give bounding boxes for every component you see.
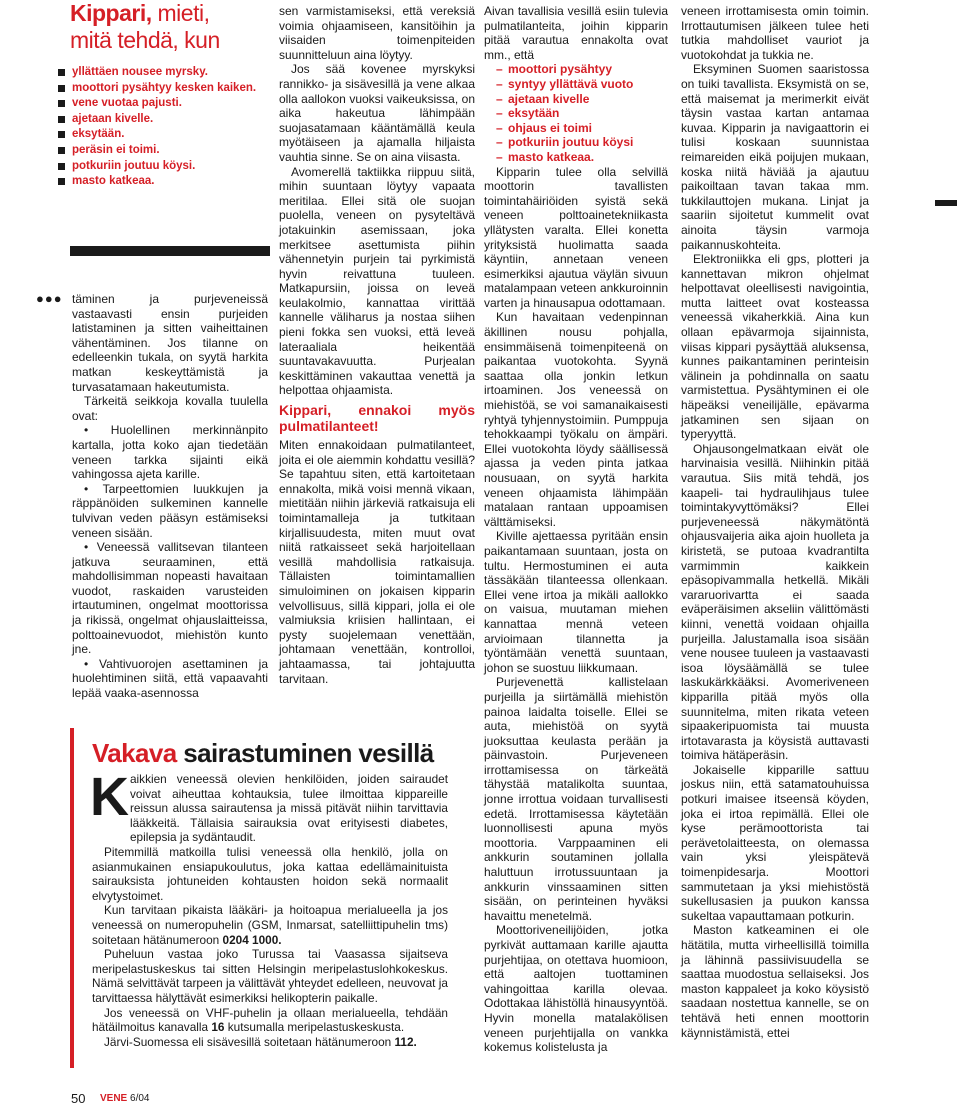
- title-highlight: Kippari,: [70, 0, 152, 26]
- list-item: – ajetaan kivelle: [484, 92, 668, 107]
- paragraph: [92, 1035, 448, 1050]
- text-run: Järvi-Suomessa eli sisävesillä soitetaan hätänumeroon: [104, 1034, 395, 1049]
- column-3: [484, 4, 668, 1055]
- paragraph: • Tarpeettomien luukkujen ja räppänöiden sulkeminen kannelle tulvivan veden pääsyn estämiseksi veneen sisään.: [72, 481, 268, 540]
- paragraph: Puheluun vastaa joko Turussa tai Vaasassa sijaitseva meripelastuskeskus tai sitten Helsingin meripelastuslohkokeskus. Nämä selvittävät tarpeen ja välittävät yhteydet edelleen, neuvovat ja tarvittaessa hälyttävät esimerkiksi helikopterin paikalle.: [92, 947, 448, 1005]
- problem-list: [484, 62, 668, 164]
- paragraph: Purjevenettä kallistelaan purjeilla ja siirtämällä miehistön painoa laidalta toiselle. Ellei se auta, miehistöä on syytä juoksuttaa keulasta perään ja päinvastoin. Purjeveneen irrottamisessa on tärkeätä tähystää matalikolta suuntaa, jonne irrottua voidaan turvallisesti edetä. Irrottamisessa käytetään luonnollisesti apuna myös moottoria. Varppaaminen eli ankkurin soutaminen jollalla haluttuun irrotussuuntaan ja ankkurin vinssaaminen sitten sisään, on perinteinen hyväksi havaittu menetelmä.: [484, 675, 668, 923]
- paragraph: veneen irrottamisesta omin toimin. Irrottautumisen jälkeen tulee heti tutkia mahdolliset vauriot ja vuotokohdat ja tukkia ne.: [681, 4, 869, 62]
- box-accent-line: [70, 728, 74, 1068]
- paragraph: aikkien veneessä olevien henkilöiden, joiden sairaudet voivat aiheuttaa kohtauksia, tulee ilmoittaa kippareille reissun alussa sairautensa ja missä pitävät niihin tarvittavia lääkkeitä. Tällaisia sairauksia ovat erityisesti diabetes, epilepsia ja sydäntaudit.: [130, 772, 448, 845]
- continuation-dots: ●●●: [36, 291, 63, 306]
- magazine-brand: [100, 1093, 149, 1104]
- paragraph: Maston katkeaminen ei ole hätätila, mutta virheellisillä toimilla ja lähinnä passiivisuudella se saattaa muodostua sellaiseksi. Jos maston kappaleet ja koko köysistö saadaan nostettua kannelle, se on tehtävä heti ennen moottorin käynnistämistä, ettei: [681, 923, 869, 1040]
- paragraph: Jos sää kovenee myrskyksi rannikko- ja sisävesillä ja vene alkaa olla aallokon vuoksi vaikeuksissa, on aika hakeutua lähimpään suojasatamaan kääntämällä keula myötäiseen ja ajamalla hiljaista vauhtia sinne. Se on aina viisasta.: [279, 62, 475, 164]
- paragraph: • Vahtivuorojen asettaminen ja huolehtiminen siitä, että vapaavahti lepää vaaka-asennossa: [72, 656, 268, 701]
- emergency-number: 0204 1000.: [222, 932, 282, 947]
- page-number: 50: [71, 1091, 86, 1106]
- paragraph: Miten ennakoidaan pulmatilanteet, joita ei ole aiemmin kohdattu vesillä? Se tapahtuu siten, että kartoitetaan ennakolta, mikä voisi mennä vikaan, mietitään niihin järkeviä ratkaisuja eli toimintamalleja ja tutkitaan kirjallisuudesta, miten muut ovat niitä ratkaisseet sekä harjoitellaan vesillä mahdollisia ratkaisuja. Tällaisten toimintamallien simuloiminen on jokaisen kipparin velvollisuus, sillä kippari, jolla ei ole valmiuksia kriisien hallintaan, ei pysty suojelemaan venettään, johtamaan venettään, kontrolloi, jahtaamassa, tai johtajuutta tarvitaan.: [279, 438, 475, 686]
- list-item: yllättäen nousee myrsky.: [58, 65, 268, 81]
- box-title-highlight: Vakava: [92, 738, 177, 768]
- paragraph: Ohjausongelmatkaan eivät ole harvinaisia vesillä. Niihinkin pitää varautua. Siis mitä tehdä, jos kaapeli- tai hydraulihjaus tulee toimintakyvyttömäksi? Ellei purjeveneessä näkymätöntä ohjausvaijeria aika ajoin huolleta ja kiristetä, se putoaa kvadrantilta varmimmin kaikkein epäsopivammalla hetkellä. Mikäli vararuorivartta ei saada eväperäisimen akseliin välittömästi kiinni, venettä voidaan ohjailla purjeilla. Jalustamalla isoa sisään vene nousee tuuleen ja vastaavasti isoa löysäämällä se tulee laskukärkkääksi. Avomeriveneen kipparilla pitää myös olla suunnitelma, miten rikata veteen sipaakeripuomista tai muusta irtotavarasta ja köysistä auttavasti toimiva hätäperäsin.: [681, 441, 869, 763]
- column-4: [681, 4, 869, 1040]
- list-item: potkuriin joutuu köysi.: [58, 159, 268, 175]
- section-subheading: Kippari, ennakoi myös pulmatilanteet!: [279, 402, 475, 435]
- box-title: [92, 738, 512, 768]
- divider-rule: [70, 246, 270, 256]
- drop-cap: K: [90, 767, 129, 827]
- paragraph: Kiville ajettaessa pyritään ensin paikantamaan suuntaan, josta on tultu. Hermostuminen ei auta tässäkään tilanteessa ollenkaan. Ellei vene irtoa ja mikäli aallokko on vaisua, muutaman miehen kannattaa mennä veteen arvioimaan tilannetta ja työntämään venettä suuntaan, johon se suostuu liikkumaan.: [484, 529, 668, 675]
- paragraph: [92, 1006, 448, 1035]
- box-text: [90, 767, 448, 1049]
- text-run: kutsumalla meripelastuskeskusta.: [224, 1020, 405, 1035]
- emergency-number: 112.: [394, 1034, 417, 1049]
- paragraph: Eksyminen Suomen saaristossa on tuiki tavallista. Eksymistä on se, että maisemat ja merimerkit eivät täysin vastaa kartan antamaa kuvaa. Kipparin ja navigaattorin ei tulisi koskaan suunnistaa reimareiden eikä poijujen mukaan, koska niitä häviää ja ajautuu paikoiltaan tavan takaa mm. tukkilauttojen mukana. Linjat ja saariin sijoitetut kummelit ovat ainoita täysin varmoja paikannuskohteita.: [681, 62, 869, 252]
- list-item: eksytään.: [58, 127, 268, 143]
- text-run: Jos veneessä on VHF-puhelin ja ollaan merialueella, tehdään hätäilmoitus kanavalla: [92, 1005, 448, 1035]
- title-line-2: mitä tehdä, kun: [70, 27, 220, 53]
- paragraph: Kun havaitaan vedenpinnan äkillinen nousu pohjalla, ensimmäisenä toimenpiteenä on paikantaa vuotokohta. Syynä saattaa olla jonkin letkun irtoaminen. Jos veneessä on miehistöä, se voi samanaikaisesti ryhtyä tyhjennystoimiin. Pumppuja tehokkaampi työkalu on ämpäri. Ellei vuotokohta löydy säällisessä ajassa ja veden pinta jatkaa nousuaan, on syytä harkita veneen ohjaamista lähimpään matalaan rantaan uppoamisen välttämiseksi.: [484, 310, 668, 529]
- list-item: – masto katkeaa.: [484, 150, 668, 165]
- sidebar-question-list: [58, 65, 268, 190]
- list-item: peräsin ei toimi.: [58, 143, 268, 159]
- brand-name: VENE: [100, 1093, 128, 1104]
- paragraph: Avomerellä taktiikka riippuu siitä, mihin suuntaan löytyy vapaata meritilaa. Ellei sitä ole suojan puolella, veneen on pysyteltävä jotakuinkin asemissaan, joka merkitsee asettumista piihin vähennetyin purjein tai pyrkimistä hyvin reivattuna tuuleen. Matkapursiin, joissa on leveä keulakolmio, kannattaa virittää kannelle väliharus ja nostaa siihen pieni fokka sen vuoksi, että leveä lateraaliala heikentää suuntavakavuutta. Purjealan keskittäminen vakauttaa venettä ja helpottaa ohjaamista.: [279, 164, 475, 398]
- list-item: – syntyy yllättävä vuoto: [484, 77, 668, 92]
- list-item: masto katkeaa.: [58, 174, 268, 190]
- column-2: [279, 4, 475, 686]
- paragraph: Jokaiselle kipparille sattuu joskus niin, että satamatouhuissa potkuri imaisee itseensä köyden, joka ei irtoa repimällä. Ellei ole kyse perämoottorista tai perävetolaitteesta, on olemassa vain yksi yleispätevä toimenpidesarja. Moottori sammutetaan ja yksi miehistöstä sukellusasien ja puukon kanssa sukeltaa vapauttamaan potkurin.: [681, 762, 869, 923]
- paragraph: Pitemmillä matkoilla tulisi veneessä olla henkilö, jolla on asianmukainen ensiapukoulutus, joka kattaa edellämainituista sairauksista johtuneiden kohtausten hoidon sekä normaalit elvytystoimet.: [92, 844, 448, 903]
- issue-number: 6/04: [127, 1093, 150, 1104]
- list-item: – ohjaus ei toimi: [484, 121, 668, 136]
- paragraph: sen varmistamiseksi, että vereksiä voimia ohjaamiseen, kansitöihin ja viisaiden toimenpiteiden suunnitteluun aina löytyy.: [279, 4, 475, 62]
- paragraph: Moottoriveneilijöiden, jotka pyrkivät auttamaan karille ajautta purjehtijaa, on otettava huomioon, että aaltojen tuottaminen vahingoittaa karilla olevaa. Odottakaa lähistöllä hinausyyntöä. Hyvin monella matalakölisen veneen purjehtijalla on vankka kokemus kolistelusta ja: [484, 923, 668, 1055]
- list-item: vene vuotaa pajusti.: [58, 96, 268, 112]
- list-item: – moottori pysähtyy: [484, 62, 668, 77]
- paragraph: Kipparin tulee olla selvillä moottorin tavallisten toimintahäiriöiden syistä sekä veneen polttoainetekniikasta yllätysten varalta. Ellei konetta yrityksistä huolimatta saada käyntiin, annetaan veneen esimerkiksi ajautua väylän sivuun matalampaan veteen ankkuroinnin varten ja hinausapua odottamaan.: [484, 164, 668, 310]
- paragraph: Tärkeitä seikkoja kovalla tuulella ovat:: [72, 394, 268, 423]
- article-title: [70, 0, 270, 54]
- list-item: ajetaan kivelle.: [58, 112, 268, 128]
- box-title-rest: sairastuminen vesillä: [176, 738, 434, 768]
- list-item: moottori pysähtyy kesken kaiken.: [58, 81, 268, 97]
- paragraph: täminen ja purjeveneissä vastaavasti ensin purjeiden latistaminen ja sitten vaiheittainen vähentäminen. Jos tilanne on edelleenkin tukala, on syytä harkita matkan keskeyttämistä ja turvasatamaan hakeutumista.: [72, 292, 268, 394]
- text-run: Kun tarvitaan pikaista lääkäri- ja hoitoapua merialueella ja jos veneessä on numeropuhelin (GSM, Inmarsat, satelliittipuhelin tms) soitetaan hätänumeroon: [92, 903, 448, 947]
- continuation-mark: [935, 200, 957, 206]
- title-part: mieti,: [151, 0, 210, 26]
- list-item: – eksytään: [484, 106, 668, 121]
- paragraph: • Veneessä vallitsevan tilanteen jatkuva seuraaminen, että mahdollisimman nopeasti havaitaan vuodot, raskaiden varusteiden irtautuminen, ongelmat moottorissa ja rikissä, ongelmat ohjauslaitteissa, polttoainevuodot, miehistön kunto jne.: [72, 540, 268, 657]
- paragraph: Elektroniikka eli gps, plotteri ja kannettavan mikron ohjelmat helpottavat oleellisesti navigointia, mutta laitteet ovat kosteassa veneessä vikaherkkiä. Aina kun ollaan epävarmoja sijainnista, viisas kippari pysäyttää aluksensa, kunnes paikantaminen perinteisin välinein ja pohdinnalla on saatu varmistettua. Pysähtyminen ei ole häpeäksi veneilijälle, epävarma jatkaminen sen sijaan on typeryyttä.: [681, 252, 869, 442]
- column-1: [72, 292, 268, 701]
- list-item: – potkuriin joutuu köysi: [484, 135, 668, 150]
- paragraph: [92, 903, 448, 947]
- vhf-channel: 16: [211, 1020, 225, 1035]
- paragraph: • Huolellinen merkinnänpito kartalla, jotta koko ajan tiedetään veneen tarkka sijainti eikä vahingossa ajeta karille.: [72, 423, 268, 482]
- paragraph: Aivan tavallisia vesillä esiin tulevia pulmatilanteita, joihin kipparin pitää varautua ennakolta ovat mm., että: [484, 4, 668, 62]
